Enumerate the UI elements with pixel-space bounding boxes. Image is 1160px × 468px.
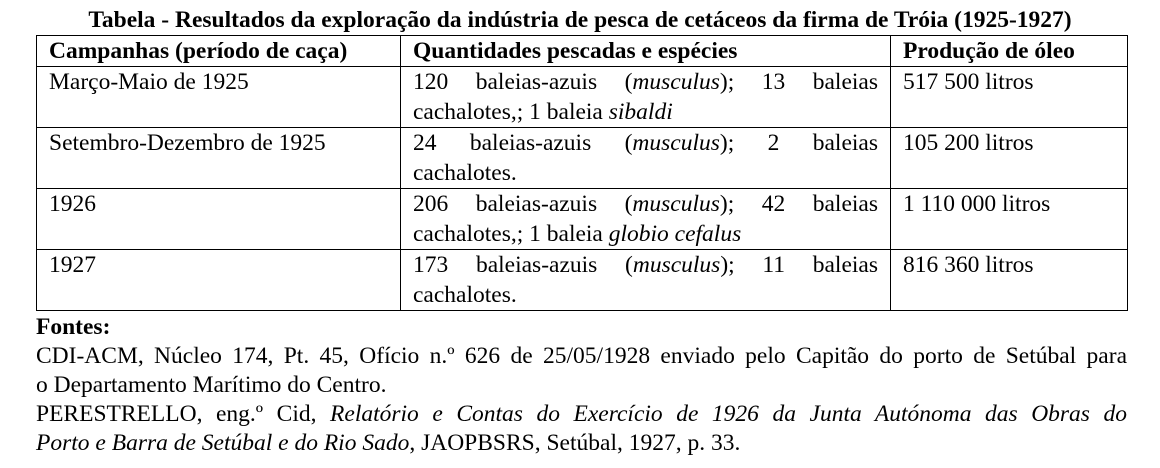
table-row xyxy=(37,128,1128,189)
quantities-line-1 xyxy=(413,250,878,280)
oil-cell: 1 110 000 litros xyxy=(891,189,1128,250)
quantities-line-1 xyxy=(413,189,878,219)
campaign-cell: 1926 xyxy=(37,189,401,250)
quantities-text: cachalotes. xyxy=(413,160,517,186)
column-header-campaigns: Campanhas (período de caça) xyxy=(37,36,401,67)
source-2-line-1 xyxy=(36,400,1127,429)
quantities-text: ); 2 baleias xyxy=(719,130,878,156)
sources-section xyxy=(36,313,1127,458)
quantities-cell xyxy=(401,250,891,311)
oil-cell: 816 360 litros xyxy=(891,250,1128,311)
quantities-text: 24 baleias-azuis ( xyxy=(413,130,633,156)
species-name: musculus xyxy=(632,130,720,156)
column-header-oil: Produção de óleo xyxy=(891,36,1128,67)
quantities-line-2 xyxy=(413,219,878,249)
quantities-text: ); 42 baleias xyxy=(719,191,878,217)
quantities-line-1 xyxy=(413,67,878,97)
sources-heading: Fontes: xyxy=(36,314,111,340)
table-row xyxy=(37,250,1128,311)
source-2-title: Porto e Barra de Setúbal e do Rio Sado xyxy=(36,430,410,456)
quantities-line-2 xyxy=(413,158,878,188)
species-name: musculus xyxy=(632,191,720,217)
quantities-text: cachalotes,; 1 baleia xyxy=(413,99,609,125)
quantities-text: 206 baleias-azuis ( xyxy=(413,191,633,217)
source-2-line-2 xyxy=(36,429,1127,458)
quantities-cell xyxy=(401,189,891,250)
oil-cell: 517 500 litros xyxy=(891,67,1128,128)
quantities-text: 173 baleias-azuis ( xyxy=(413,252,633,278)
quantities-line-2 xyxy=(413,280,878,310)
source-2-publisher: , JAOPBSRS, Setúbal, 1927, p. 33. xyxy=(409,430,741,456)
quantities-text: ); 11 baleias xyxy=(720,252,878,278)
oil-cell: 105 200 litros xyxy=(891,128,1128,189)
source-1-line-2: o Departamento Marítimo do Centro. xyxy=(36,372,387,398)
quantities-text: cachalotes. xyxy=(413,282,517,308)
source-2-title: Relatório e Contas do Exercício de 1926 da Junta Autónoma das Obras do xyxy=(330,401,1127,427)
table-header-row xyxy=(37,36,1128,67)
quantities-text: 120 baleias-azuis ( xyxy=(413,69,633,95)
quantities-cell xyxy=(401,67,891,128)
column-header-quantities: Quantidades pescadas e espécies xyxy=(401,36,891,67)
species-name: musculus xyxy=(632,69,720,95)
table-row xyxy=(37,67,1128,128)
campaign-cell: 1927 xyxy=(37,250,401,311)
quantities-line-1 xyxy=(413,128,878,158)
quantities-line-2 xyxy=(413,97,878,127)
species-name: sibaldi xyxy=(608,99,673,125)
source-1-line-1: CDI-ACM, Núcleo 174, Pt. 45, Ofício n.º 626 de 25/05/1928 enviado pelo Capitão do porto de Setúbal para xyxy=(36,343,1127,369)
campaign-cell: Março-Maio de 1925 xyxy=(37,67,401,128)
campaign-cell: Setembro-Dezembro de 1925 xyxy=(37,128,401,189)
table-title: Tabela - Resultados da exploração da indústria de pesca de cetáceos da firma de Tróia (1925-1927) xyxy=(88,7,1072,33)
quantities-cell xyxy=(401,128,891,189)
species-name: musculus xyxy=(632,252,721,278)
table-row xyxy=(37,189,1128,250)
species-name: globio cefalus xyxy=(608,221,742,247)
quantities-text: cachalotes,; 1 baleia xyxy=(413,221,609,247)
quantities-text: ); 13 baleias xyxy=(719,69,878,95)
results-table xyxy=(36,35,1128,311)
source-2-author: PERESTRELLO, eng.º Cid, xyxy=(36,401,331,427)
